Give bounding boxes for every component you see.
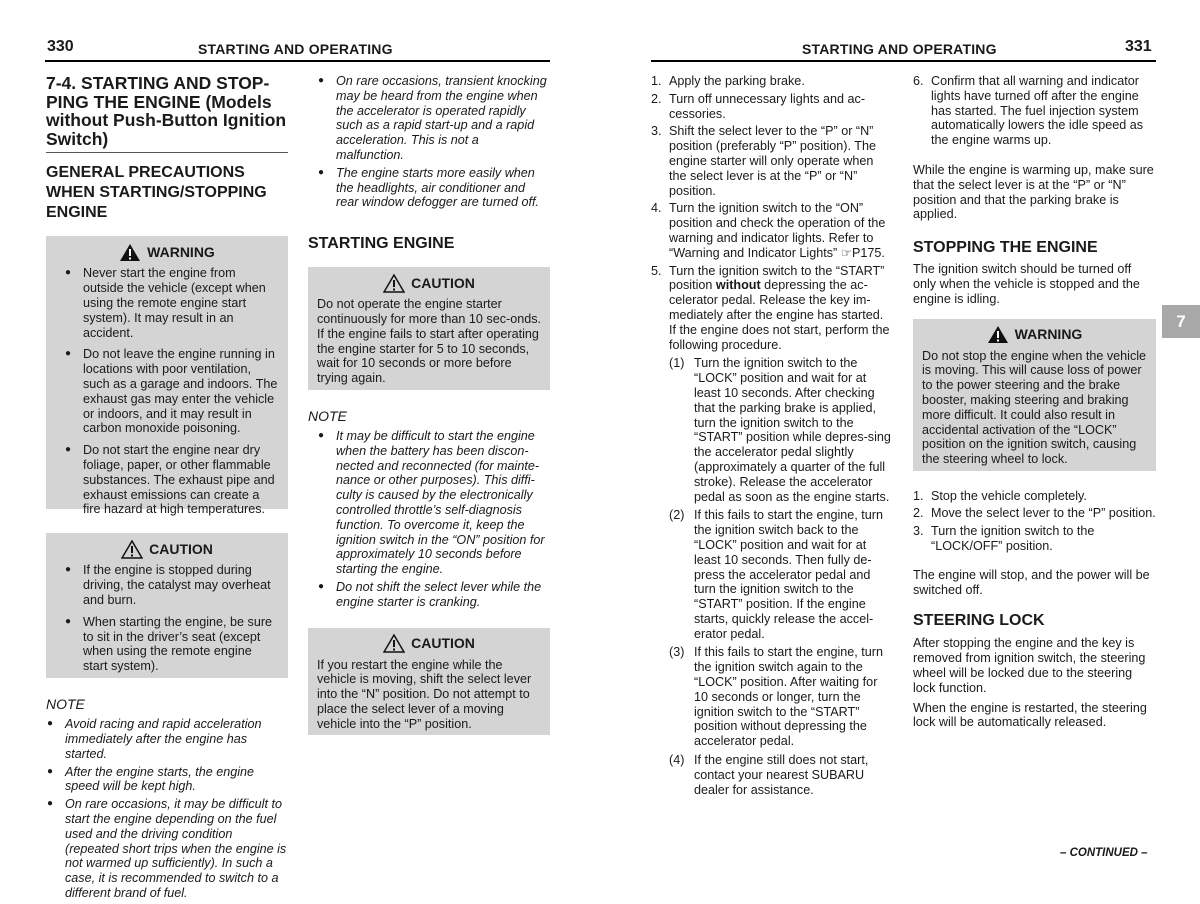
caution-text: Do not operate the engine starter continuously for more than 10 sec-onds. If the engine fails to start after operating the engine starter for 5 to 10 seconds, wait for 10 seconds or more before trying again. <box>317 297 542 386</box>
warning-text: Do not stop the engine when the vehicle is moving. This will cause loss of power to the power steering and the brake booster, making steering and braking more difficult. It could also result in accidental activation of the “LOCK” position on the ignition switch, causing the steering wheel to lock. <box>922 348 1147 467</box>
caution-triangle-icon <box>383 634 405 653</box>
warning-item: ● Do not start the engine near dry foliage, paper, or other flammable substances. The exhaust pipe and exhaust emissions can create a fire hazard at high temperatures. <box>55 443 279 517</box>
step-item: 6. Confirm that all warning and indicator lights have turned off after the engine has started. The fuel injection system automatically lowers the idle speed as the engine warms up. <box>913 74 1144 148</box>
stopping-steps <box>913 489 1156 554</box>
caution-item: ● When starting the engine, be sure to sit in the driver’s seat (except when using the remote engine start system). <box>55 615 279 674</box>
substep-item: (2) If this fails to start the engine, turn the ignition switch back to the “LOCK” position and wait for at least 10 seconds. Then fully de-press the accelerator pedal and turn the ignition switch to the “START” position. If the engine starts, quickly release the accel-erator pedal. <box>669 508 884 641</box>
caution-box-left-2 <box>308 267 550 390</box>
steering-lock-paragraph-1: After stopping the engine and the key is removed from ignition switch, the steering wheel will be locked due to the steering lock function. <box>913 636 1146 695</box>
step-item: 1. Apply the parking brake. <box>651 74 805 88</box>
steering-lock-heading: STEERING LOCK <box>913 612 1045 630</box>
substep-item: (3) If this fails to start the engine, turn the ignition switch again to the “LOCK” position. After waiting for 10 seconds or longer, turn the ignition switch to the “START” position without depressing the accelerator pedal. <box>669 645 884 749</box>
page-number-left: 330 <box>47 38 74 55</box>
note-list-1-continued <box>308 74 550 210</box>
warmup-paragraph: While the engine is warming up, make sure that the select lever is at the “P” or “N” position and that the parking brake is applied. <box>913 162 1154 222</box>
caution-text: If you restart the engine while the vehicle is moving, shift the select lever into the “N” position. Do not attempt to place the select lever of a moving vehicle into the “P” position. <box>317 657 532 731</box>
left-column-1 <box>46 74 288 904</box>
warning-box-title: WARNING <box>913 319 1156 345</box>
continued-marker: – CONTINUED – <box>1060 847 1148 859</box>
page-number-right: 331 <box>1125 38 1152 55</box>
note-item: ● On rare occasions, transient knocking may be heard from the engine when the accelerator is operated rapidly such as a rapid start-up and a rapid acceleration. This is not a malfunction. <box>308 74 550 163</box>
starting-engine-heading: STARTING ENGINE <box>308 235 455 253</box>
substeps <box>669 356 893 797</box>
note-item: ● Avoid racing and rapid acceleration immediately after the engine has started. <box>37 717 288 761</box>
caution-box-left-1 <box>46 533 288 678</box>
stop-result-paragraph: The engine will stop, and the power will be switched off. <box>913 567 1150 597</box>
step-item: 4. Turn the ignition switch to the “ON” position and check the operation of the warning and indicator lights. Refer to “Warning and Indicator Lights” ☞P175. <box>651 201 886 260</box>
header-rule-right <box>651 60 1156 62</box>
running-header-right: STARTING AND OPERATING <box>802 41 997 57</box>
stopping-intro: The ignition switch should be turned off only when the vehicle is stopped and the engine is idling. <box>913 262 1140 306</box>
left-column-2 <box>308 74 550 735</box>
caution-box-title: CAUTION <box>46 533 288 559</box>
running-header-left: STARTING AND OPERATING <box>198 41 393 57</box>
step-item: 1. Stop the vehicle completely. <box>913 488 1087 503</box>
note-heading-2: NOTE <box>308 408 347 425</box>
note-item: ● The engine starts more easily when the headlights, air conditioner and rear window defogger are turned off. <box>308 166 550 210</box>
starting-steps <box>651 74 893 797</box>
step-item: 3. Turn the ignition switch to the “LOCK/OFF” position. <box>913 524 1095 553</box>
note-item: ● It may be difficult to start the engine when the battery has been discon-nected and reconnected (for mainte-nance or other purposes). This diffi-culty is caused by the electronically controlled throttle’s self-diagnosis function. To overcome it, keep the ignition switch in the “ON” position for approximately 10 seconds before starting the engine. <box>308 429 550 577</box>
step-6-list <box>913 74 1156 148</box>
step-item: 3. Shift the select lever to the “P” or “N” position (preferably “P” position). The engine starter will only operate when the select lever is at the “P” or “N” position. <box>651 124 876 198</box>
warning-triangle-icon <box>987 325 1009 344</box>
note-item: ● After the engine starts, the engine speed will be kept high. <box>37 765 288 795</box>
caution-box-title: CAUTION <box>308 628 550 654</box>
note-heading-1: NOTE <box>46 696 85 713</box>
chapter-tab: 7 <box>1162 305 1200 338</box>
stopping-engine-heading: STOPPING THE ENGINE <box>913 239 1098 257</box>
warning-triangle-icon <box>119 243 141 262</box>
step-item: 5. Turn the ignition switch to the “START” position without depressing the ac-celerator pedal. Release the key im-mediately after the engine has started. If the engine does not start, perform the following procedure. (1) Turn the ignition switch to the “LOCK” position and wait for at least 10 seconds. After checking that the parking brake is applied, turn the ignition switch to the “START” position while depres-sing the accelerator pedal slightly (approximately a quarter of the full stroke). Release the accelerator pedal as soon as the engine starts. (2) If this fails to start the engine, turn the ignition switch back to the “LOCK” position and wait for at least 10 seconds. Then fully de-press the accelerator pedal and turn the ignition switch to the “START” position. If the engine starts, quickly release the accel-erator pedal. (3) If this fails to start the engine, turn the ignition switch again to the “LOCK” position. After waiting for 10 seconds or longer, turn the ignition switch to the “START” position without depressing the accelerator pedal. (4) If the engine still does not start, contact your nearest SUBARU dealer for assistance. <box>651 264 893 798</box>
note-list-2 <box>308 429 550 610</box>
caution-triangle-icon <box>383 274 405 293</box>
warning-item: ● Do not leave the engine running in locations with poor ventilation, such as a garage and indoors. The exhaust gas may enter the vehicle or indoors, and it may result in carbon monoxide poisoning. <box>55 347 279 436</box>
caution-item: ● If the engine is stopped during driving, the catalyst may overheat and burn. <box>55 563 279 607</box>
note-list-1 <box>37 717 288 901</box>
steering-lock-paragraph-2: When the engine is restarted, the steering lock will be automatically released. <box>913 700 1147 730</box>
right-column-1 <box>651 74 893 801</box>
caution-box-left-3 <box>308 628 550 735</box>
step-item: 2. Turn off unnecessary lights and ac-cessories. <box>651 91 866 121</box>
step-item: 2. Move the select lever to the “P” position. <box>913 506 1156 521</box>
section-title: 7-4. STARTING AND STOP-PING THE ENGINE (Models without Push-Button Ignition Switch) <box>46 73 287 149</box>
warning-box-right <box>913 319 1156 471</box>
warning-box-title: WARNING <box>46 236 288 262</box>
warning-box-left <box>46 236 288 517</box>
section-title-rule <box>46 152 288 153</box>
substep-item: (1) Turn the ignition switch to the “LOCK” position and wait for at least 10 seconds. After checking that the parking brake is applied, turn the ignition switch to the “START” position while depres-sing the accelerator pedal slightly (approximately a quarter of the full stroke). Release the accelerator pedal as soon as the engine starts. <box>669 356 891 504</box>
caution-box-title: CAUTION <box>308 267 550 293</box>
warning-item: ● Never start the engine from outside the vehicle (except when using the remote engine start system). It may result in an accident. <box>55 266 279 340</box>
header-rule-left <box>45 60 550 62</box>
note-item: ● On rare occasions, it may be difficult to start the engine depending on the fuel used and the driving condition (repeated short trips when the engine is not warmed up sufficiently). In such a case, it is recommended to switch to a different brand of fuel. <box>37 797 288 901</box>
general-precautions-heading: GENERAL PRECAUTIONS WHEN STARTING/STOPPING ENGINE <box>46 164 267 222</box>
note-item: ● Do not shift the select lever while the engine starter is cranking. <box>308 580 550 610</box>
caution-triangle-icon <box>121 540 143 559</box>
substep-item: (4) If the engine still does not start, contact your nearest SUBARU dealer for assistance. <box>669 753 869 797</box>
right-column-2 <box>913 74 1156 730</box>
